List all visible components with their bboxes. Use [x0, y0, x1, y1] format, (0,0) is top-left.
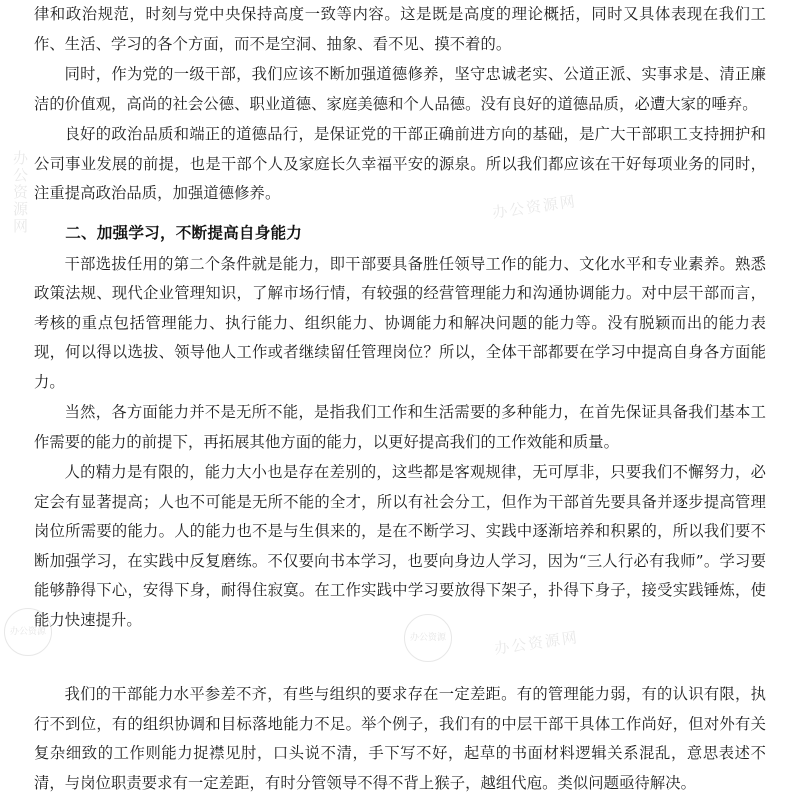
paragraph: 干部选拔任用的第二个条件就是能力，即干部要具备胜任领导工作的能力、文化水平和专业素养。熟悉政策法规、现代企业管理知识，了解市场行情，有较强的经营管理能力和沟通协调能力。对中层干部而言，考核的重点包括管理能力、执行能力、组织能力、协调能力和解决问题的能力等。没有脱颖而出的能力表现，何以得以选拔、领导他人工作或者继续留任管理岗位？所以，全体干部都要在学习中提高自身各方面能力。 — [34, 254, 766, 391]
paragraph: 人的精力是有限的，能力大小也是存在差别的，这些都是客观规律，无可厚非，只要我们不懈努力，必定会有显著提高；人也不可能是无所不能的全才，所以有社会分工，但作为干部首先要具备并逐步提高管理岗位所需要的能力。人的能力也不是与生俱来的，是在不断学习、实践中逐渐培养和积累的，所以我们要不断加强学习，在实践中反复磨练。不仅要向书本学习，也要向身边人学习，因为“三人行必有我师”。学习要能够静得下心，安得下身，耐得住寂寞。在工作实践中学习要放得下架子，扑得下身子，接受实践锤炼，使能力快速提升。 — [34, 463, 766, 629]
document-body — [34, 0, 766, 798]
section-heading: 二、加强学习，不断提高自身能力 — [65, 222, 303, 242]
watermark-mid-upper: 办公资源网 — [491, 192, 578, 222]
watermark-mid-lower: 办公资源网 — [493, 628, 580, 658]
paragraph: 良好的政治品质和端正的道德品行，是保证党的干部正确前进方向的基础，是广大干部职工支持拥护和公司事业发展的前提，也是干部个人及家庭长久幸福平安的源泉。所以我们都应该在干好每项业务的同时，注重提高政治品质，加强道德修养。 — [34, 125, 766, 202]
paragraph: 当然，各方面能力并不是无所不能，是指我们工作和生活需要的多种能力，在首先保证具备我们基本工作需要的能力的前提下，再拓展其他方面的能力，以更好提高我们的工作效能和质量。 — [34, 403, 766, 451]
paragraph: 律和政治规范，时刻与党中央保持高度一致等内容。这是既是高度的理论概括，同时又具体表现在我们工作、生活、学习的各个方面，而不是空洞、抽象、看不见、摸不着的。 — [34, 5, 766, 53]
paragraph: 我们的干部能力水平参差不齐，有些与组织的要求存在一定差距。有的管理能力弱，有的认识有限，执行不到位，有的组织协调和目标落地能力不足。举个例子，我们有的中层干部干具体工作尚好，但对外有关复杂细致的工作则能力捉襟见肘，口头说不清，手下写不好，起草的书面材料逻辑关系混乱，意思表述不清，与岗位职责要求有一定差距，有时分管领导不得不背上猴子，越组代庖。类似问题亟待解决。 — [34, 685, 766, 792]
paragraph-gap — [34, 636, 766, 680]
watermark-badge-mid: 办公资源 — [404, 614, 452, 662]
watermark-left-vertical: 办公资源网 — [11, 150, 29, 235]
watermark-badge-left: 办公资源 — [4, 608, 52, 656]
paragraph: 同时，作为党的一级干部，我们应该不断加强道德修养，坚守忠诚老实、公道正派、实事求是、清正廉洁的价值观，高尚的社会公德、职业道德、家庭美德和个人品德。没有良好的道德品质，必遭大家的唾弃。 — [34, 65, 766, 113]
